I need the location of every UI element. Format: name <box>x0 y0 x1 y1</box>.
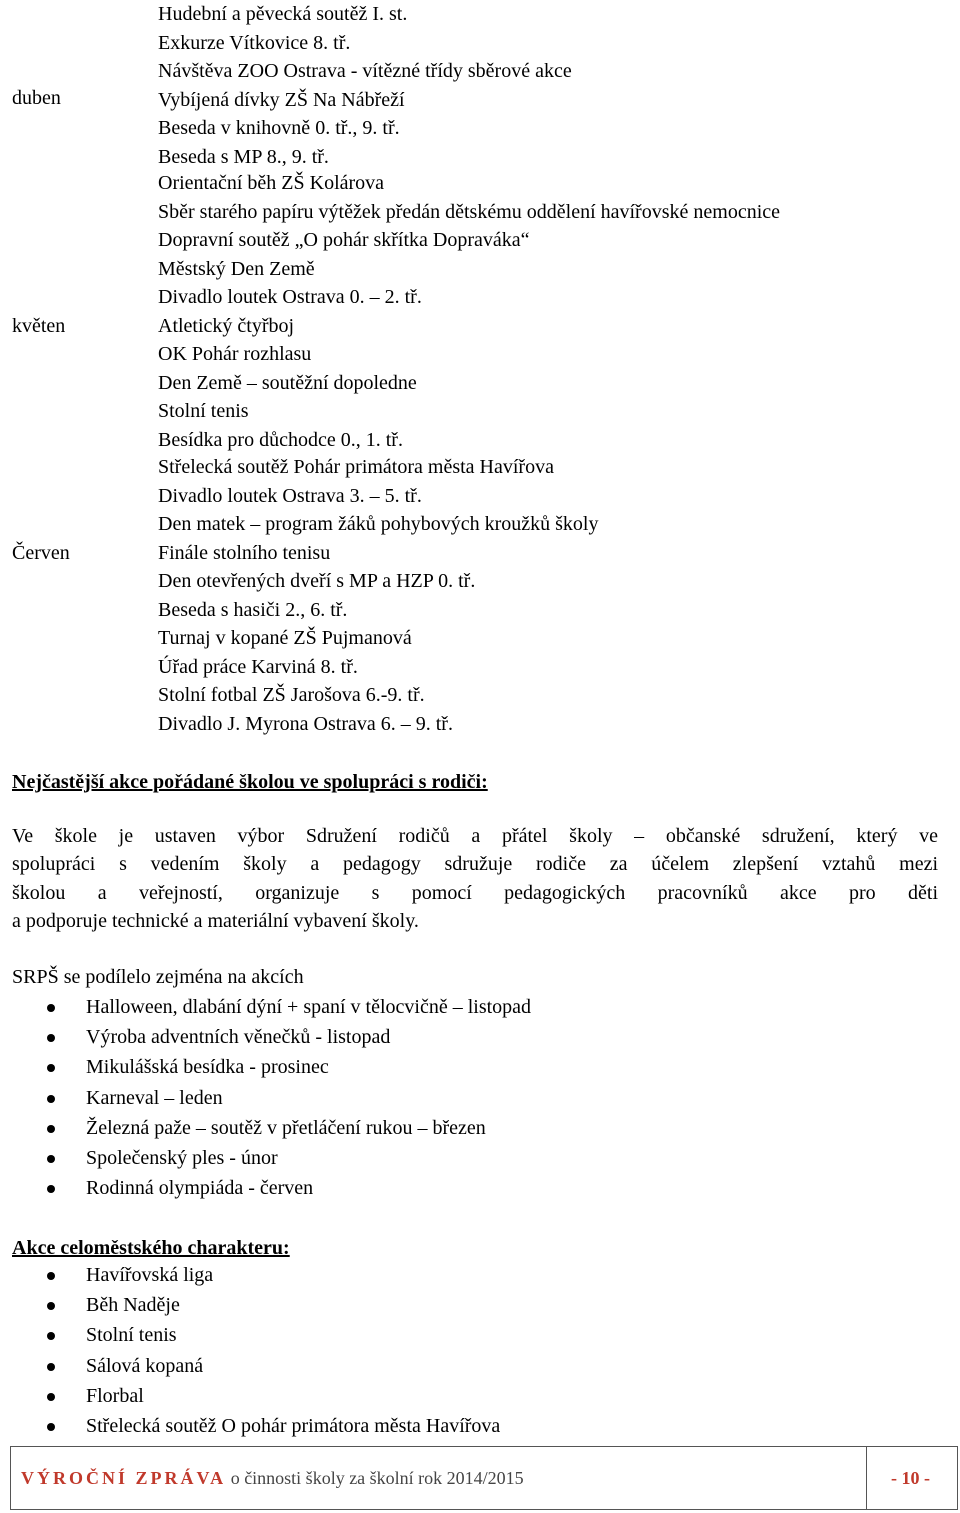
month-block-june <box>0 453 960 738</box>
list-item: Sálová kopaná <box>0 1351 500 1381</box>
event-item: Stolní fotbal ZŠ Jarošova 6.-9. tř. <box>158 684 425 706</box>
bullet-icon <box>47 1034 55 1042</box>
bullet-icon <box>47 1064 55 1072</box>
event-list <box>158 169 780 454</box>
event-item: Městský Den Země <box>158 257 315 280</box>
list-item: Stolní tenis <box>0 1320 500 1350</box>
paragraph-line: spolupráci s vedením školy a pedagogy sdružuje rodiče za účelem zlepšení vztahů mezi <box>12 853 938 876</box>
event-item: Beseda s MP 8., 9. tř. <box>158 145 329 168</box>
bullet-icon <box>47 1125 55 1133</box>
footer-title <box>21 1467 524 1489</box>
srps-intro: SRPŠ se podílelo zejména na akcích <box>12 966 304 988</box>
list-item: Střelecká soutěž O pohár primátora města Havířova <box>0 1411 500 1441</box>
paragraph-line: školou a veřejností, organizuje s pomocí pedagogických pracovníků akce pro děti <box>12 881 938 904</box>
srps-event-list <box>0 992 531 1203</box>
event-item: Orientační běh ZŠ Kolárova <box>158 172 385 194</box>
event-item: Střelecká soutěž Pohár primátora města Havířova <box>158 456 554 478</box>
event-item: Beseda s hasiči 2., 6. tř. <box>158 598 348 621</box>
bullet-icon <box>47 1155 55 1163</box>
month-block-may <box>0 169 960 454</box>
month-label: duben <box>12 87 61 109</box>
month-label: květen <box>12 315 66 337</box>
list-item: Výroba adventních věnečků - listopad <box>0 1022 531 1052</box>
event-list <box>158 0 572 171</box>
event-item: OK Pohár rozhlasu <box>158 343 312 365</box>
footer-title-main: VÝROČNÍ ZPRÁVA <box>21 1468 227 1488</box>
list-item: Florbal <box>0 1381 500 1411</box>
event-item: Vybíjená dívky ZŠ Na Nábřeží <box>158 88 405 111</box>
event-item: Dopravní soutěž „O pohár skřítka Dopraváka“ <box>158 229 530 251</box>
page-number: - 10 - <box>891 1468 930 1488</box>
event-item: Den Země – soutěžní dopoledne <box>158 371 417 394</box>
list-item: Karneval – leden <box>0 1083 531 1113</box>
list-item: Mikulášská besídka - prosinec <box>0 1052 531 1082</box>
event-item: Hudební a pěvecká soutěž I. st. <box>158 3 408 25</box>
citywide-event-list <box>0 1260 500 1441</box>
section-heading-citywide: Akce celoměstského charakteru: <box>12 1237 290 1259</box>
event-list <box>158 453 598 738</box>
event-item: Den otevřených dveří s MP a HZP 0. tř. <box>158 570 476 592</box>
event-item: Besídka pro důchodce 0., 1. tř. <box>158 428 403 451</box>
event-item: Divadlo loutek Ostrava 0. – 2. tř. <box>158 286 422 308</box>
paragraph-parents-association <box>12 822 938 935</box>
event-item: Beseda v knihovně 0. tř., 9. tř. <box>158 117 400 139</box>
event-item: Divadlo J. Myrona Ostrava 6. – 9. tř. <box>158 712 453 735</box>
event-item: Stolní tenis <box>158 400 249 422</box>
event-item: Finále stolního tenisu <box>158 541 331 564</box>
bullet-icon <box>47 1363 55 1371</box>
event-item: Den matek – program žáků pohybových kroužků školy <box>158 513 599 535</box>
paragraph-line: Ve škole je ustaven výbor Sdružení rodičů a přátel školy – občanské sdružení, který ve <box>12 825 938 847</box>
bullet-icon <box>47 1332 55 1340</box>
bullet-icon <box>47 1095 55 1103</box>
footer-divider <box>866 1447 867 1509</box>
month-label: Červen <box>12 542 70 564</box>
bullet-icon <box>47 1004 55 1012</box>
list-item: Rodinná olympiáda - červen <box>0 1173 531 1203</box>
bullet-icon <box>47 1272 55 1280</box>
event-item: Divadlo loutek Ostrava 3. – 5. tř. <box>158 484 422 507</box>
section-heading-parents: Nejčastější akce pořádané školou ve spolupráci s rodiči: <box>12 771 488 793</box>
month-block-april <box>0 0 960 171</box>
event-item: Návštěva ZOO Ostrava - vítězné třídy sběrové akce <box>158 60 572 82</box>
bullet-icon <box>47 1185 55 1193</box>
list-item: Běh Naděje <box>0 1290 500 1320</box>
event-item: Exkurze Vítkovice 8. tř. <box>158 31 351 54</box>
list-item: Havířovská liga <box>0 1260 500 1290</box>
event-item: Sběr starého papíru výtěžek předán dětskému oddělení havířovské nemocnice <box>158 200 781 223</box>
paragraph-line: a podporuje technické a materiální vybavení školy. <box>12 909 419 932</box>
event-item: Turnaj v kopané ZŠ Pujmanová <box>158 627 412 649</box>
page-footer <box>10 1446 958 1510</box>
event-item: Atletický čtyřboj <box>158 314 295 337</box>
list-item: Společenský ples - únor <box>0 1143 531 1173</box>
list-item: Železná paže – soutěž v přetláčení rukou – březen <box>0 1113 531 1143</box>
bullet-icon <box>47 1302 55 1310</box>
bullet-icon <box>47 1423 55 1431</box>
bullet-icon <box>47 1393 55 1401</box>
footer-title-subtitle: o činnosti školy za školní rok 2014/2015 <box>230 1468 524 1488</box>
event-item: Úřad práce Karviná 8. tř. <box>158 655 358 678</box>
list-item: Halloween, dlabání dýní + spaní v tělocvičně – listopad <box>0 992 531 1022</box>
